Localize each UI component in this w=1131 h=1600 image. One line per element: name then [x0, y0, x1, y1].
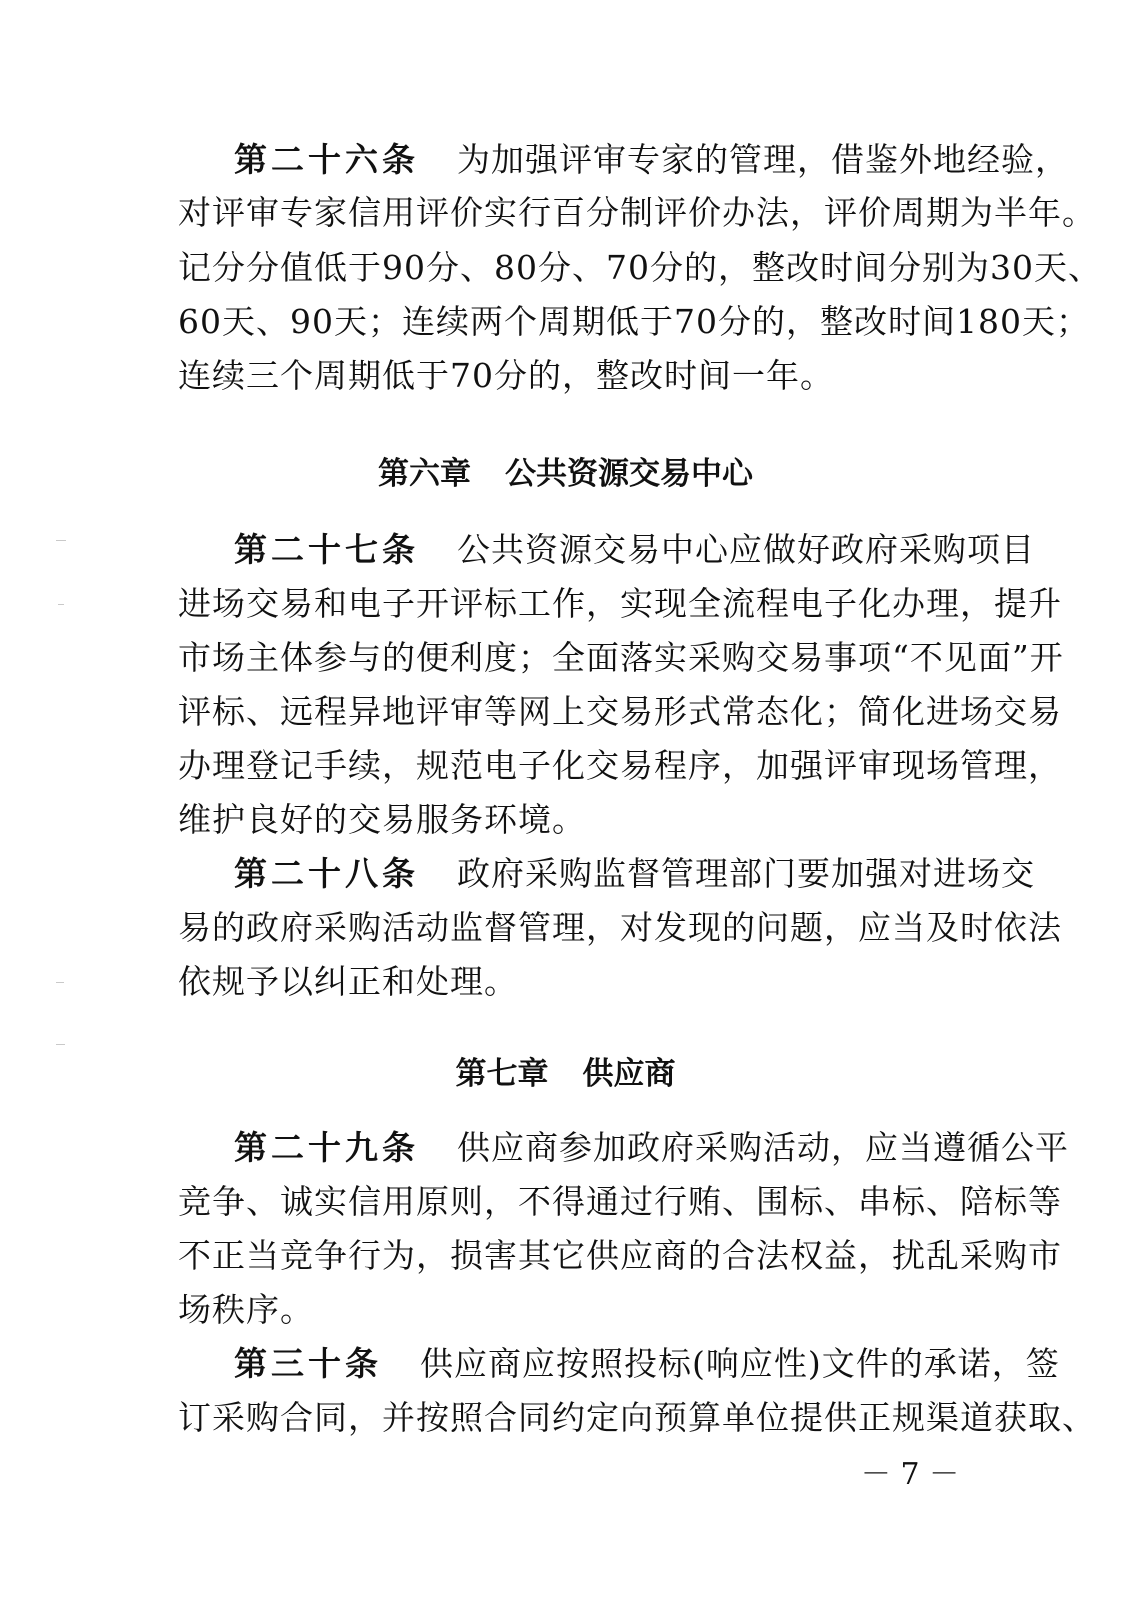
scan-mark — [56, 982, 64, 983]
article-30-text-line: 订采购合同，并按照合同约定向预算单位提供正规渠道获取、 — [178, 1398, 1096, 1437]
article-30-text: 供应商应按照投标(响应性)文件的承诺，签 — [420, 1344, 1060, 1383]
scan-mark — [56, 1044, 65, 1045]
article-28-text-line: 依规予以纠正和处理。 — [178, 962, 518, 1001]
article-27-text: 公共资源交易中心应做好政府采购项目 — [457, 530, 1035, 569]
article-26-text-line: 60天、90天；连续两个周期低于70分的，整改时间180天； — [178, 302, 1090, 341]
article-27-text-line: 市场主体参与的便利度；全面落实采购交易事项“不见面”开 — [178, 638, 1064, 677]
article-26-text: 为加强评审专家的管理，借鉴外地经验， — [457, 140, 1069, 179]
article-27-text-line: 办理登记手续，规范电子化交易程序，加强评审现场管理， — [178, 746, 1062, 785]
article-26-text-line: 记分分值低于90分、80分、70分的，整改时间分别为30天、 — [178, 248, 1102, 287]
scan-mark — [56, 540, 66, 541]
article-27-text-line: 进场交易和电子开评标工作，实现全流程电子化办理，提升 — [178, 584, 1062, 623]
article-28-heading: 第二十八条 — [234, 854, 419, 893]
article-26-text-line: 对评审专家信用评价实行百分制评价办法，评价周期为半年。 — [178, 193, 1096, 232]
scan-mark — [58, 604, 64, 605]
article-29-text-line: 场秩序。 — [178, 1290, 314, 1329]
article-28-text: 政府采购监督管理部门要加强对进场交 — [457, 854, 1035, 893]
chapter-6-number: 第六章 — [378, 456, 471, 492]
article-29-heading: 第二十九条 — [234, 1128, 419, 1167]
chapter-6-heading — [0, 452, 1131, 496]
chapter-7-heading — [0, 1052, 1131, 1096]
article-28-text-line: 易的政府采购活动监督管理，对发现的问题，应当及时依法 — [178, 908, 1062, 947]
article-29-text: 供应商参加政府采购活动，应当遵循公平 — [457, 1128, 1069, 1167]
chapter-7-number: 第七章 — [455, 1056, 549, 1092]
chapter-6-title: 公共资源交易中心 — [505, 456, 753, 492]
article-27-first-line — [234, 530, 1035, 570]
article-29-text-line: 竞争、诚实信用原则，不得通过行贿、围标、串标、陪标等 — [178, 1182, 1062, 1221]
article-30-first-line — [234, 1344, 1060, 1384]
article-29-text-line: 不正当竞争行为，损害其它供应商的合法权益，扰乱采购市 — [178, 1236, 1062, 1275]
article-29-first-line — [234, 1128, 1069, 1168]
article-28-first-line — [234, 854, 1035, 894]
article-27-heading: 第二十七条 — [234, 530, 419, 569]
article-26-heading: 第二十六条 — [234, 140, 419, 179]
article-30-heading: 第三十条 — [234, 1344, 382, 1383]
article-26-text-line: 连续三个周期低于70分的，整改时间一年。 — [178, 356, 834, 395]
article-26-first-line — [234, 140, 1069, 180]
page-number: － 7 － — [860, 1457, 960, 1492]
article-27-text-line: 维护良好的交易服务环境。 — [178, 800, 586, 839]
chapter-7-title: 供应商 — [582, 1056, 676, 1092]
article-27-text-line: 评标、远程异地评审等网上交易形式常态化；简化进场交易 — [178, 692, 1062, 731]
